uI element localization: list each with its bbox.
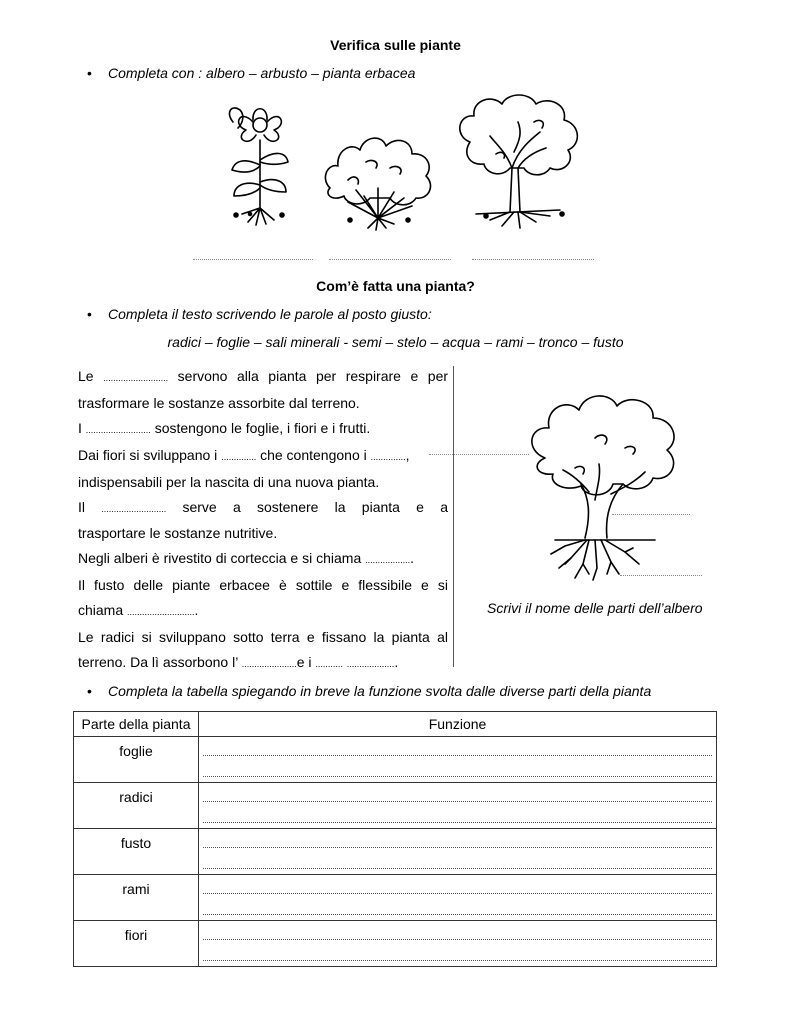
text-fragment: chiama: [78, 602, 124, 619]
text-fragment: .: [410, 550, 415, 567]
text-fragment: servono alla pianta per respirare e per: [177, 368, 449, 384]
function-answer[interactable]: [199, 875, 717, 921]
text-fragment: Il: [78, 498, 85, 515]
blank[interactable]: ..................: [365, 555, 411, 566]
answer-line-plant-1[interactable]: [193, 259, 313, 260]
header-part: Parte della pianta: [74, 712, 199, 737]
text-fragment: .: [194, 602, 199, 619]
blank[interactable]: ..............: [221, 451, 257, 462]
header-function: Funzione: [199, 712, 717, 737]
word-bank: radici – foglie – sali minerali - semi – stelo – acqua – rami – tronco – fusto: [167, 334, 624, 350]
tree-icon: [450, 92, 585, 232]
text-fragment: sostengono le foglie, i fiori e i frutti.: [154, 419, 371, 436]
function-answer[interactable]: [199, 921, 717, 967]
table-header-row: [74, 712, 717, 737]
answer-line-plant-2[interactable]: [329, 259, 451, 260]
function-answer[interactable]: [199, 829, 717, 875]
text-fragment: terreno. Da lì assorbono l’: [78, 653, 238, 670]
text-fragment: Dai fiori si sviluppano i: [78, 446, 218, 463]
blank[interactable]: ..............: [370, 451, 406, 462]
text-fragment: Negli alberi è rivestito di corteccia e si chiama: [78, 550, 362, 567]
bullet: •: [87, 65, 92, 81]
blank[interactable]: ...........: [315, 658, 343, 669]
table-row: [74, 921, 717, 967]
shrub-icon: [320, 128, 440, 233]
text-line: indispensabili per la nascita di una nuova pianta.: [78, 473, 380, 490]
section-heading: Com’è fatta una pianta?: [316, 278, 475, 294]
table-row: [74, 875, 717, 921]
row-part: rami: [74, 875, 199, 921]
tree-caption: Scrivi il nome delle parti dell’albero: [487, 600, 703, 616]
blank[interactable]: ..........................: [103, 373, 169, 383]
text-line: Il fusto delle piante erbacee è sottile e flessibile e si: [78, 577, 448, 594]
row-part: fiori: [74, 921, 199, 967]
tree-part-line-1[interactable]: [429, 454, 529, 455]
tree-with-roots-icon: [515, 388, 715, 583]
row-part: radici: [74, 783, 199, 829]
blank[interactable]: ......................: [241, 658, 297, 669]
function-answer[interactable]: [199, 737, 717, 783]
blank[interactable]: ...................: [346, 658, 395, 669]
text-fragment: Le: [78, 368, 94, 384]
text-line: trasportare le sostanze nutritive.: [78, 525, 278, 542]
bullet: •: [87, 683, 92, 699]
blank[interactable]: ...........................: [127, 607, 195, 618]
page-title: Verifica sulle piante: [330, 37, 461, 53]
text-fragment: serve a sostenere la pianta e a: [182, 498, 448, 515]
text-fragment: I: [78, 419, 82, 436]
blank[interactable]: ..........................: [85, 424, 151, 435]
instruction-3: Completa la tabella spiegando in breve la funzione svolta dalle diverse parti della pianta: [108, 683, 652, 699]
tree-part-line-2[interactable]: [612, 514, 690, 515]
tree-part-line-3[interactable]: [620, 575, 702, 576]
text-line: trasformare le sostanze assorbite dal terreno.: [78, 394, 360, 411]
row-part: foglie: [74, 737, 199, 783]
text-fragment: .: [394, 653, 399, 670]
text-fragment: ,: [405, 446, 410, 463]
function-table: [73, 711, 717, 967]
row-part: fusto: [74, 829, 199, 875]
column-divider: [453, 366, 454, 667]
table-row: [74, 783, 717, 829]
answer-line-plant-3[interactable]: [472, 259, 594, 260]
text-fragment: e i: [296, 653, 312, 670]
function-answer[interactable]: [199, 783, 717, 829]
table-row: [74, 829, 717, 875]
fill-in-paragraph: [78, 364, 448, 677]
flower-plant-icon: [220, 100, 300, 230]
bullet: •: [87, 306, 92, 322]
instruction-1: Completa con : albero – arbusto – pianta erbacea: [108, 65, 416, 81]
text-fragment: che contengono i: [260, 446, 367, 463]
text-line: Le radici si sviluppano sotto terra e fissano la pianta al: [78, 629, 448, 646]
instruction-2: Completa il testo scrivendo le parole al posto giusto:: [108, 306, 432, 322]
blank[interactable]: ..........................: [101, 503, 167, 514]
table-row: [74, 737, 717, 783]
